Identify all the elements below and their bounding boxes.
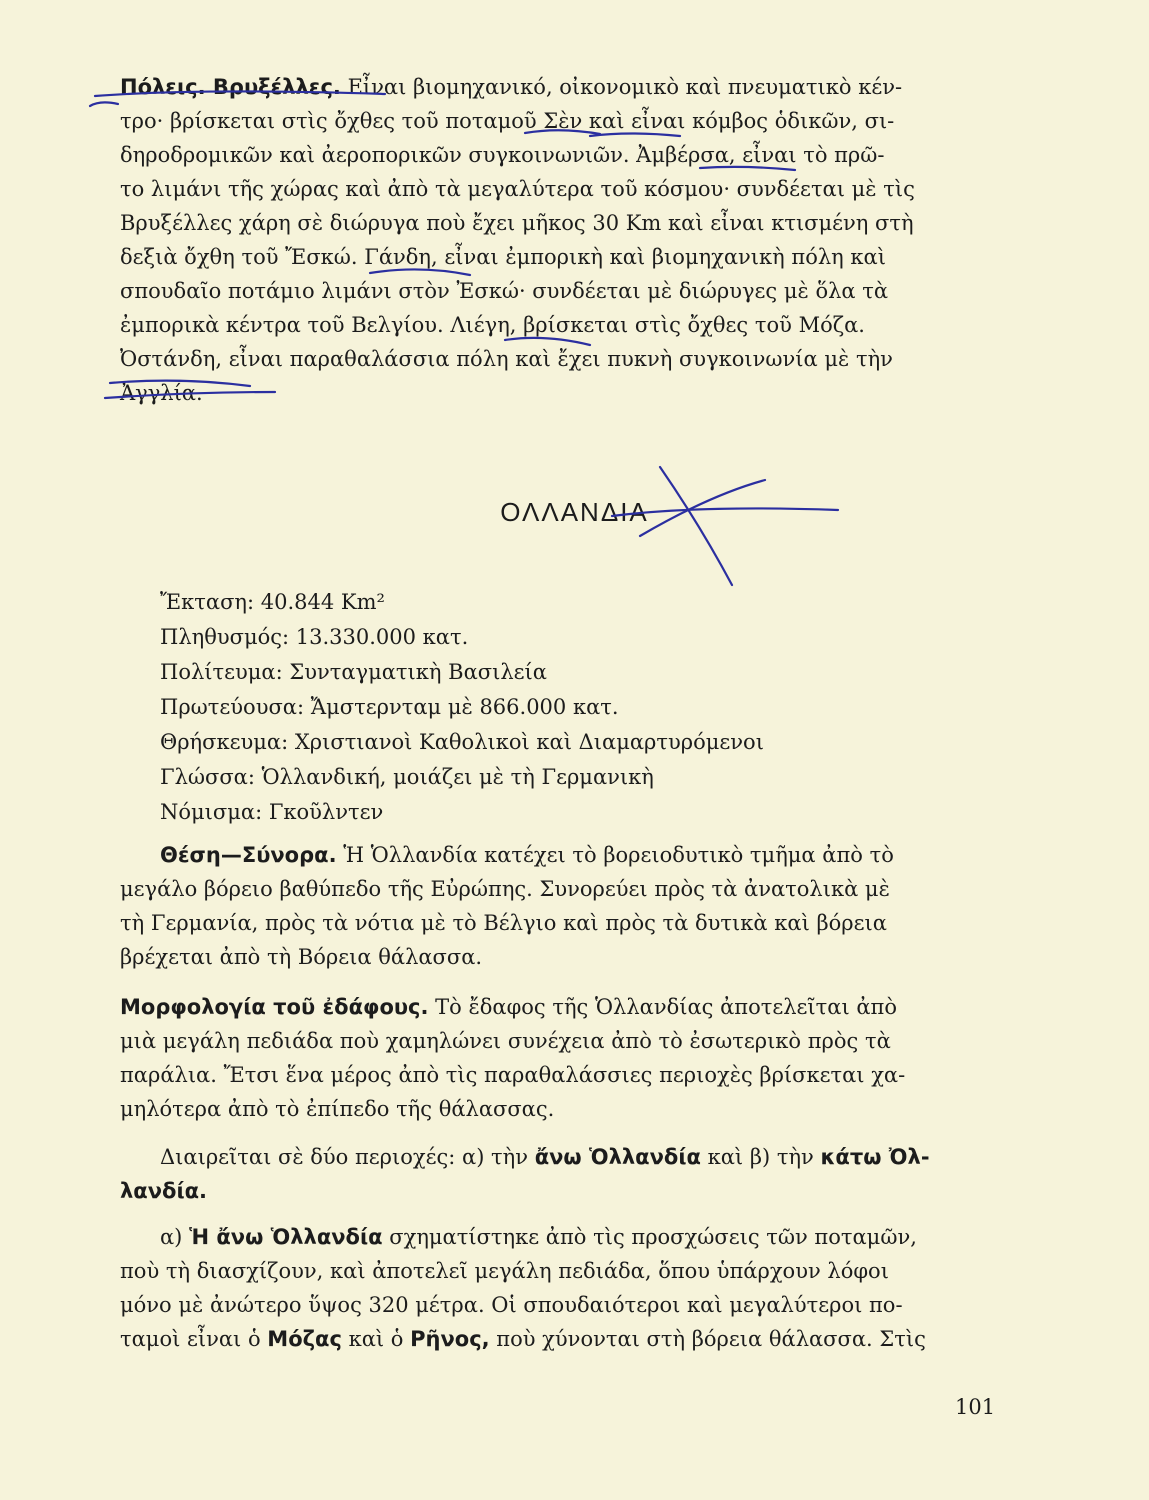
fact-language: Γλώσσα: Ὁλλανδική, μοιάζει μὲ τὴ Γερμανικὴ [160, 765, 654, 789]
text-line: βρέχεται ἀπὸ τὴ Βόρεια θάλασσα. [120, 945, 483, 969]
upper-holland-paragraph [120, 1220, 990, 1356]
division-paragraph [120, 1140, 990, 1208]
text-line: δηροδρομικῶν καὶ ἀεροπορικῶν συγκοινωνιῶν. Ἀμβέρσα, εἶναι τὸ πρῶ- [120, 143, 885, 167]
position-borders-paragraph [120, 838, 990, 974]
text-line: σπουδαῖο ποτάμιο λιμάνι στὸν Ἐσκώ· συνδέεται μὲ διώρυγες μὲ ὅλα τὰ [120, 279, 889, 303]
fact-currency: Νόμισμα: Γκοῦλντεν [160, 800, 384, 824]
text-line: Θέση—Σύνορα. Ἡ Ὁλλανδία κατέχει τὸ βορειοδυτικὸ τμῆμα ἀπὸ τὸ [160, 843, 894, 867]
text-line [120, 1174, 990, 1208]
bold-term: ἄνω Ὁλλανδία [534, 1145, 701, 1169]
section-label: Πόλεις. Βρυξέλλες. [120, 75, 341, 99]
text-line: παράλια. Ἔτσι ἕνα μέρος ἀπὸ τὶς παραθαλάσσιες περιοχὲς βρίσκεται χα- [120, 1063, 906, 1087]
fact-population: Πληθυσμός: 13.330.000 κατ. [160, 625, 469, 649]
bold-term: Μόζας [267, 1327, 342, 1351]
text-line: Ἀγγλία. [120, 381, 203, 405]
text-line: Βρυξέλλες χάρη σὲ διώρυγα ποὺ ἔχει μῆκος 30 Km καὶ εἶναι κτισμένη στὴ [120, 211, 914, 235]
cities-paragraph [120, 70, 990, 410]
text-line: μηλότερα ἀπὸ τὸ ἐπίπεδο τῆς θάλασσας. [120, 1097, 555, 1121]
fact-area: Ἔκταση: 40.844 Km² [160, 590, 385, 614]
page-number: 101 [955, 1395, 996, 1419]
bold-term: λανδία. [120, 1179, 208, 1203]
country-facts [160, 585, 764, 830]
text-line: ταμοὶ εἶναι ὁ Μόζας καὶ ὁ Ρῆνος, ποὺ χύνονται στὴ βόρεια θάλασσα. Στὶς [120, 1327, 926, 1351]
text-line: δεξιὰ ὄχθη τοῦ Ἔσκώ. Γάνδη, εἶναι ἐμπορικὴ καὶ βιομηχανικὴ πόλη καὶ [120, 245, 886, 269]
section-label: Μορφολογία τοῦ ἐδάφους. [120, 995, 429, 1019]
text-line: τὴ Γερμανία, πρὸς τὰ νότια μὲ τὸ Βέλγιο καὶ πρὸς τὰ δυτικὰ καὶ βόρεια [120, 911, 887, 935]
morphology-paragraph [120, 990, 990, 1126]
text-line: ἐμπορικὰ κέντρα τοῦ Βελγίου. Λιέγη, βρίσκεται στὶς ὄχθες τοῦ Μόζα. [120, 313, 865, 337]
section-label: Θέση—Σύνορα. [160, 843, 337, 867]
text-line: Μορφολογία τοῦ ἐδάφους. Τὸ ἔδαφος τῆς Ὁλλανδίας ἀποτελεῖται ἀπὸ [120, 995, 897, 1019]
text-line: μεγάλο βόρειο βαθύπεδο τῆς Εὐρώπης. Συνορεύει πρὸς τὰ ἀνατολικὰ μὲ [120, 877, 890, 901]
fact-religion: Θρήσκευμα: Χριστιανοὶ Καθολικοὶ καὶ Διαμαρτυρόμενοι [160, 730, 764, 754]
fact-capital: Πρωτεύουσα: Ἄμστερνταμ μὲ 866.000 κατ. [160, 695, 619, 719]
bold-term: Ρῆνος, [410, 1327, 490, 1351]
text-line: α) Ἡ ἄνω Ὁλλανδία σχηματίστηκε ἀπὸ τὶς προσχώσεις τῶν ποταμῶν, [160, 1225, 917, 1249]
bold-term: κάτω Ὀλ- [820, 1145, 930, 1169]
text-line: Διαιρεῖται σὲ δύο περιοχές: α) τὴν ἄνω Ὁλλανδία καὶ β) τὴν κάτω Ὀλ- [160, 1145, 930, 1169]
text-line: το λιμάνι τῆς χώρας καὶ ἀπὸ τὰ μεγαλύτερα τοῦ κόσμου· συνδέεται μὲ τὶς [120, 177, 915, 201]
text-line: ποὺ τὴ διασχίζουν, καὶ ἀποτελεῖ μεγάλη πεδιάδα, ὅπου ὑπάρχουν λόφοι [120, 1259, 889, 1283]
fact-government: Πολίτευμα: Συνταγματικὴ Βασιλεία [160, 660, 547, 684]
pen-underline [90, 102, 118, 106]
text-line: Ὀστάνδη, εἶναι παραθαλάσσια πόλη καὶ ἔχει πυκνὴ συγκοινωνία μὲ τὴν [120, 347, 893, 371]
text-line: Πόλεις. Βρυξέλλες. Εἶναι βιομηχανικό, οἰκονομικὸ καὶ πνευματικὸ κέν- [120, 75, 903, 99]
text-line: μόνο μὲ ἀνώτερο ὕψος 320 μέτρα. Οἱ σπουδαιότεροι καὶ μεγαλύτεροι πο- [120, 1293, 903, 1317]
text-line: τρο· βρίσκεται στὶς ὄχθες τοῦ ποταμοῦ Σὲν καὶ εἶναι κόμβος ὁδικῶν, σι- [120, 109, 895, 133]
bold-term: Ἡ ἄνω Ὁλλανδία [189, 1225, 383, 1249]
country-heading: ΟΛΛΑΝΔΙΑ [500, 497, 649, 527]
text-line: μιὰ μεγάλη πεδιάδα ποὺ χαμηλώνει συνέχεια ἀπὸ τὸ ἐσωτερικὸ πρὸς τὰ [120, 1029, 891, 1053]
